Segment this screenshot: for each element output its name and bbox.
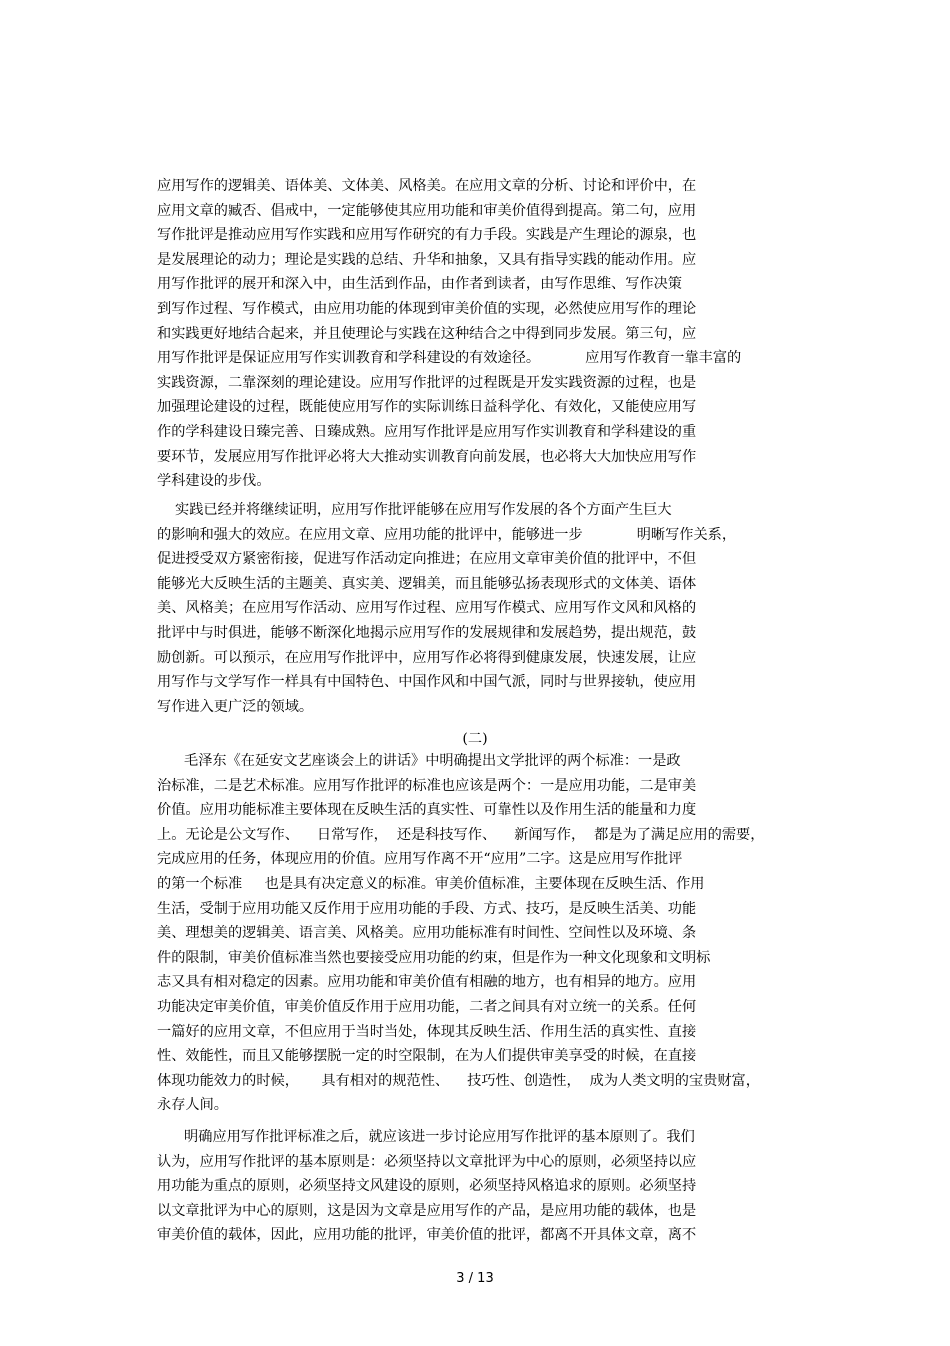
text-line: 审美价值的载体，因此，应用功能的批评，审美价值的批评，都离不开具体文章，离不 — [157, 1227, 697, 1244]
text-line: 到写作过程、写作模式，由应用功能的体现到审美价值的实现，必然使应用写作的理论 — [157, 301, 697, 317]
text-line: 和实践更好地结合起来，并且使理论与实践在这种结合之中得到同步发展。第三句，应 — [157, 325, 697, 342]
text-line: 的第一个标准 也是具有决定意义的标准。审美价值标准，主要体现在反映生活、作用 — [157, 876, 705, 892]
text-line: 应用文章的臧否、倡戒中，一定能够使其应用功能和审美价值得到提高。第二句，应用 — [157, 202, 697, 219]
text-line: 一篇好的应用文章，不但应用于当时当处，体现其反映生活、作用生活的真实性、直接 — [157, 1023, 697, 1040]
text-line: 加强理论建设的过程，既能使应用写作的实际训练日益科学化、有效化，又能使应用写 — [157, 399, 697, 416]
text-line: 完成应用的任务，体现应用的价值。应用写作离不开“应用”二字。这是应用写作批评 — [157, 851, 683, 868]
text-line: 实践资源，二靠深刻的理论建设。应用写作批评的过程既是开发实践资源的过程，也是 — [157, 374, 697, 391]
text-line: 用写作批评是保证应用写作实训教育和学科建设的有效途径。 应用写作教育一靠丰富的 — [157, 350, 742, 367]
text-line: 美、理想美的逻辑美、语言美、风格美。应用功能标准有时间性、空间性以及环境、条 — [157, 925, 697, 942]
text-line: 生活，受制于应用功能又反作用于应用功能的手段、方式、技巧，是反映生活美、功能 — [157, 900, 697, 917]
text-line: 实践已经并将继续证明，应用写作批评能够在应用写作发展的各个方面产生巨大 — [157, 502, 672, 518]
text-line: 体现功能效力的时候， 具有相对的规范性、 技巧性、创造性， 成为人类文明的宝贵财富， — [157, 1072, 760, 1089]
text-line: 励创新。可以预示，在应用写作批评中，应用写作必将得到健康发展，快速发展，让应 — [157, 649, 697, 666]
text-line: 应用写作的逻辑美、语体美、文体美、风格美。在应用文章的分析、讨论和评价中，在 — [157, 178, 697, 194]
text-line: 明确应用写作批评标准之后，就应该进一步讨论应用写作批评的基本原则了。我们 — [157, 1129, 695, 1145]
text-line: 学科建设的步伐。 — [157, 473, 271, 490]
text-line: 价值。应用功能标准主要体现在反映生活的真实性、可靠性以及作用生活的能量和力度 — [157, 802, 697, 819]
text-line: 件的限制，审美价值标准当然也要接受应用功能的约束，但是作为一种文化现象和文明标 — [157, 949, 711, 966]
text-line: 批评中与时俱进，能够不断深化地揭示应用写作的发展规律和发展趋势，提出规范，鼓 — [157, 625, 697, 641]
text-line: 能够光大反映生活的主题美、真实美、逻辑美，而且能够弘扬表现形式的文体美、语体 — [157, 575, 697, 592]
text-line: 功能决定审美价值，审美价值反作用于应用功能，二者之间具有对立统一的关系。任何 — [157, 999, 697, 1015]
text-line: 是发展理论的动力；理论是实践的总结、升华和抽象，又具有指导实践的能动作用。应 — [157, 251, 697, 268]
text-line: 促进授受双方紧密衔接，促进写作活动定向推进；在应用文章审美价值的批评中，不但 — [157, 551, 697, 568]
text-line: 毛泽东《在延安文艺座谈会上的讲话》中明确提出文学批评的两个标准：一是政 — [157, 753, 681, 769]
text-line: 永存人间。 — [157, 1097, 228, 1114]
text-line: 的影响和强大的效应。在应用文章、应用功能的批评中，能够进一步 明晰写作关系， — [157, 526, 737, 543]
section-heading: (二) — [462, 731, 488, 747]
text-line: 美、风格美；在应用写作活动、应用写作过程、应用写作模式、应用写作文风和风格的 — [157, 600, 697, 617]
text-line: 以文章批评为中心的原则，这是因为文章是应用写作的产品，是应用功能的载体，也是 — [157, 1202, 697, 1219]
text-line: 志又具有相对稳定的因素。应用功能和审美价值有相融的地方，也有相异的地方。应用 — [157, 974, 697, 991]
page-number: 3 / 13 — [456, 1271, 494, 1286]
text-line: 写作进入更广泛的领域。 — [157, 698, 314, 715]
text-line: 用写作与文学写作一样具有中国特色、中国作风和中国气派，同时与世界接轨，使应用 — [157, 674, 697, 691]
text-line: 作的学科建设日臻完善、日臻成熟。应用写作批评是应用写作实训教育和学科建设的重 — [157, 424, 697, 440]
text-line: 用功能为重点的原则，必须坚持文风建设的原则，必须坚持风格追求的原则。必须坚持 — [157, 1178, 697, 1195]
text-line: 性、效能性，而且又能够摆脱一定的时空限制，在为人们提供审美享受的时候，在直接 — [157, 1048, 697, 1065]
text-line: 认为，应用写作批评的基本原则是：必须坚持以文章批评为中心的原则，必须坚持以应 — [157, 1153, 697, 1170]
text-line: 上。无论是公文写作、 日常写作， 还是科技写作、 新闻写作， 都是为了满足应用的需要， — [157, 826, 765, 843]
text-line: 治标准，二是艺术标准。应用写作批评的标准也应该是两个：一是应用功能，二是审美 — [157, 777, 697, 794]
text-line: 写作批评是推动应用写作实践和应用写作研究的有力手段。实践是产生理论的源泉，也 — [157, 227, 697, 244]
text-line: 用写作批评的展开和深入中，由生活到作品，由作者到读者，由写作思维、写作决策 — [157, 276, 682, 293]
text-line: 要环节，发展应用写作批评必将大大推动实训教育向前发展，也必将大大加快应用写作 — [157, 448, 697, 465]
